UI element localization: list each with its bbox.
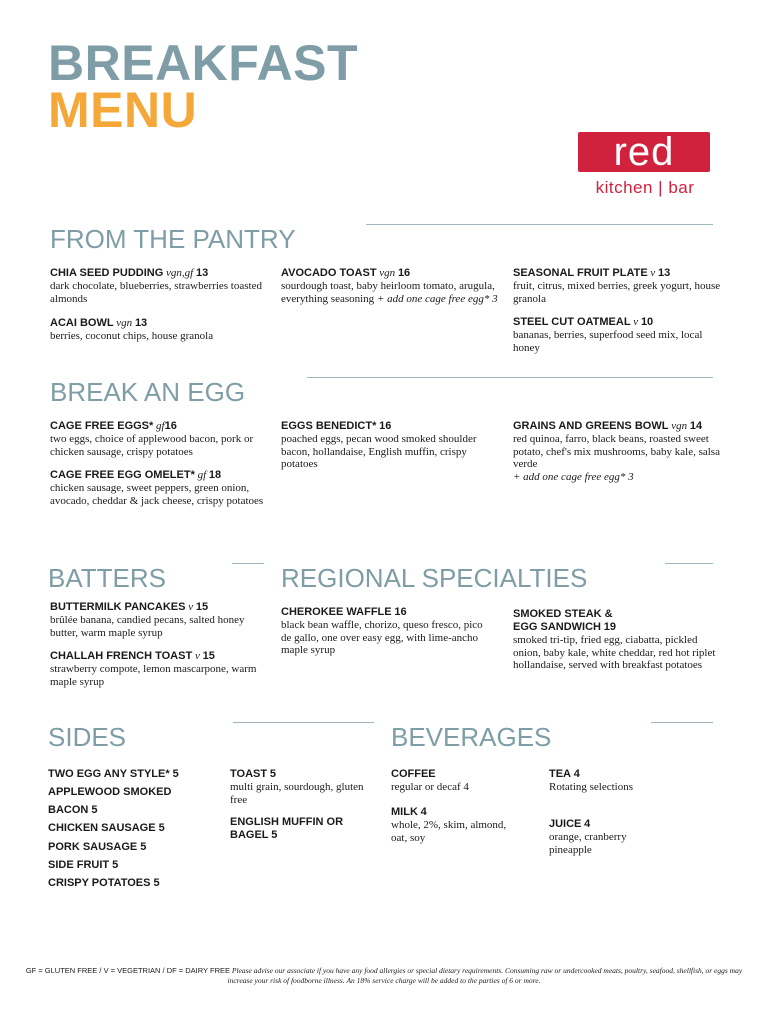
menu-item-eggs-benedict: EGGS BENEDICT* 16 poached eggs, pecan wood smoked shoulder bacon, hollandaise, English muffin, crispy potatoes	[281, 420, 491, 471]
menu-item-buttermilk-pancakes: BUTTERMILK PANCAKES v 15 brûlée banana, candied pecans, salted honey butter, warm maple syrup	[50, 601, 270, 639]
side-item: BACON 5	[48, 804, 98, 816]
item-description: chicken sausage, sweet peppers, green onion, avocado, cheddar & jack cheese, crispy potatoes	[50, 482, 264, 507]
menu-item-acai-bowl: ACAI BOWL vgn 13 berries, coconut chips, house granola	[50, 317, 270, 343]
menu-item-challah-french-toast: CHALLAH FRENCH TOAST v 15 strawberry compote, lemon mascarpone, warm maple syrup	[50, 650, 270, 688]
menu-item-chia-seed-pudding: CHIA SEED PUDDING vgn,gf 13 dark chocolate, blueberries, strawberries toasted almonds	[50, 267, 270, 305]
menu-item-toast: TOAST 5 multi grain, sourdough, gluten free	[230, 768, 370, 806]
section-rule	[651, 722, 713, 723]
section-from-the-pantry: FROM THE PANTRY	[50, 224, 296, 254]
dietary-key: GF = GLUTEN FREE / V = VEGETRIAN / DF = DAIRY FREE	[25, 966, 230, 975]
section-rule	[233, 722, 374, 723]
item-description: strawberry compote, lemon mascarpone, warm maple syrup	[50, 663, 257, 688]
item-description: multi grain, sourdough, gluten free	[230, 781, 364, 806]
item-description: regular or decaf 4	[391, 781, 469, 793]
menu-item-english-muffin-or-bagel: ENGLISH MUFFIN OR BAGEL 5	[230, 816, 344, 841]
section-regional-specialties: REGIONAL SPECIALTIES	[281, 563, 588, 593]
title-breakfast: BREAKFAST	[48, 35, 359, 91]
item-description: fruit, citrus, mixed berries, greek yogurt, house granola	[513, 280, 721, 305]
footer-disclaimer	[20, 966, 748, 986]
side-item: PORK SAUSAGE 5	[48, 841, 147, 853]
item-description: smoked tri-tip, fried egg, ciabatta, pickled onion, baby kale, white cheddar, red hot riplet hollandaise, served with breakfast potatoes	[513, 634, 716, 671]
side-item: CRISPY POTATOES 5	[48, 877, 160, 889]
section-batters: BATTERS	[48, 563, 166, 593]
item-description: orange, cranberry pineapple	[549, 831, 627, 856]
menu-item-coffee: COFFEE regular or decaf 4	[391, 768, 531, 794]
item-description: black bean waffle, chorizo, queso fresco, pico de gallo, one over easy egg, with lime-ancho maple syrup	[281, 619, 483, 656]
section-break-an-egg: BREAK AN EGG	[50, 377, 246, 407]
side-item: SIDE FRUIT 5	[48, 859, 119, 871]
item-description: red quinoa, farro, black beans, roasted sweet potato, chef's mix mushrooms, baby kale, salsa verde	[513, 433, 720, 470]
menu-item-juice: JUICE 4 orange, cranberry pineapple	[549, 818, 659, 856]
section-rule	[307, 377, 713, 378]
item-description: brûlée banana, candied pecans, salted honey butter, warm maple syrup	[50, 614, 245, 639]
menu-item-seasonal-fruit-plate: SEASONAL FRUIT PLATE v 13 fruit, citrus, mixed berries, greek yogurt, house granola	[513, 267, 733, 305]
menu-item-grains-and-greens-bowl: GRAINS AND GREENS BOWL vgn 14 red quinoa, farro, black beans, roasted sweet potato, chef's mix mushrooms, baby kale, salsa verde + add one cage free egg* 3	[513, 420, 723, 483]
side-item: APPLEWOOD SMOKED	[48, 786, 172, 798]
section-beverages: BEVERAGES	[391, 722, 552, 752]
menu-item-smoked-steak-egg-sandwich: SMOKED STEAK & EGG SANDWICH 19 smoked tri-tip, fried egg, ciabatta, pickled onion, baby kale, white cheddar, red hot riplet hollandaise, served with breakfast potatoes	[513, 608, 718, 672]
item-description: Rotating selections	[549, 781, 634, 793]
menu-item-steel-cut-oatmeal: STEEL CUT OATMEAL v 10 bananas, berries, superfood seed mix, local honey	[513, 316, 713, 354]
restaurant-logo	[578, 132, 712, 198]
add-on-note: + add one cage free egg* 3	[376, 292, 498, 305]
item-description: whole, 2%, skim, almond, oat, soy	[391, 819, 507, 844]
item-description: poached eggs, pecan wood smoked shoulder bacon, hollandaise, English muffin, crispy potatoes	[281, 433, 477, 470]
menu-item-milk: MILK 4 whole, 2%, skim, almond, oat, soy	[391, 806, 511, 844]
logo-subtitle: kitchen | bar	[595, 178, 695, 197]
item-description: berries, coconut chips, house granola	[50, 330, 214, 342]
allergy-note: Please advise our associate if you have any food allergies or special dietary requirements. Consuming raw or undercooked meats, poultry, seafood, shellfish, or eggs may increase your risk of foodborne illness. An 18% service charge will be added to the parties of 6 or more.	[227, 966, 743, 985]
menu-item-avocado-toast: AVOCADO TOAST vgn 16 sourdough toast, baby heirloom tomato, arugula, everything seasoning + add one cage free egg* 3	[281, 267, 498, 305]
title-menu: MENU	[48, 82, 198, 138]
item-description: dark chocolate, blueberries, strawberries toasted almonds	[50, 280, 262, 305]
menu-item-cherokee-waffle: CHEROKEE WAFFLE 16 black bean waffle, chorizo, queso fresco, pico de gallo, one over easy egg, with lime-ancho maple syrup	[281, 606, 486, 657]
section-sides: SIDES	[48, 722, 127, 752]
menu-item-cage-free-eggs: CAGE FREE EGGS* gf16 two eggs, choice of applewood bacon, pork or chicken sausage, crispy potatoes	[50, 420, 270, 458]
side-item: CHICKEN SAUSAGE 5	[48, 822, 165, 834]
menu-item-tea: TEA 4 Rotating selections	[549, 768, 689, 794]
section-rule	[232, 563, 264, 564]
item-description: two eggs, choice of applewood bacon, pork or chicken sausage, crispy potatoes	[50, 433, 254, 458]
item-description: sourdough toast, baby heirloom tomato, arugula, everything seasoning	[281, 280, 495, 305]
section-rule	[665, 563, 713, 564]
section-rule	[366, 224, 713, 225]
add-on-note: + add one cage free egg* 3	[513, 470, 634, 483]
side-item: TWO EGG ANY STYLE* 5	[48, 768, 179, 780]
menu-item-cage-free-egg-omelet: CAGE FREE EGG OMELET* gf 18 chicken sausage, sweet peppers, green onion, avocado, cheddar & jack cheese, crispy potatoes	[50, 469, 270, 507]
logo-word: red	[578, 132, 710, 172]
item-description: bananas, berries, superfood seed mix, local honey	[513, 329, 703, 354]
